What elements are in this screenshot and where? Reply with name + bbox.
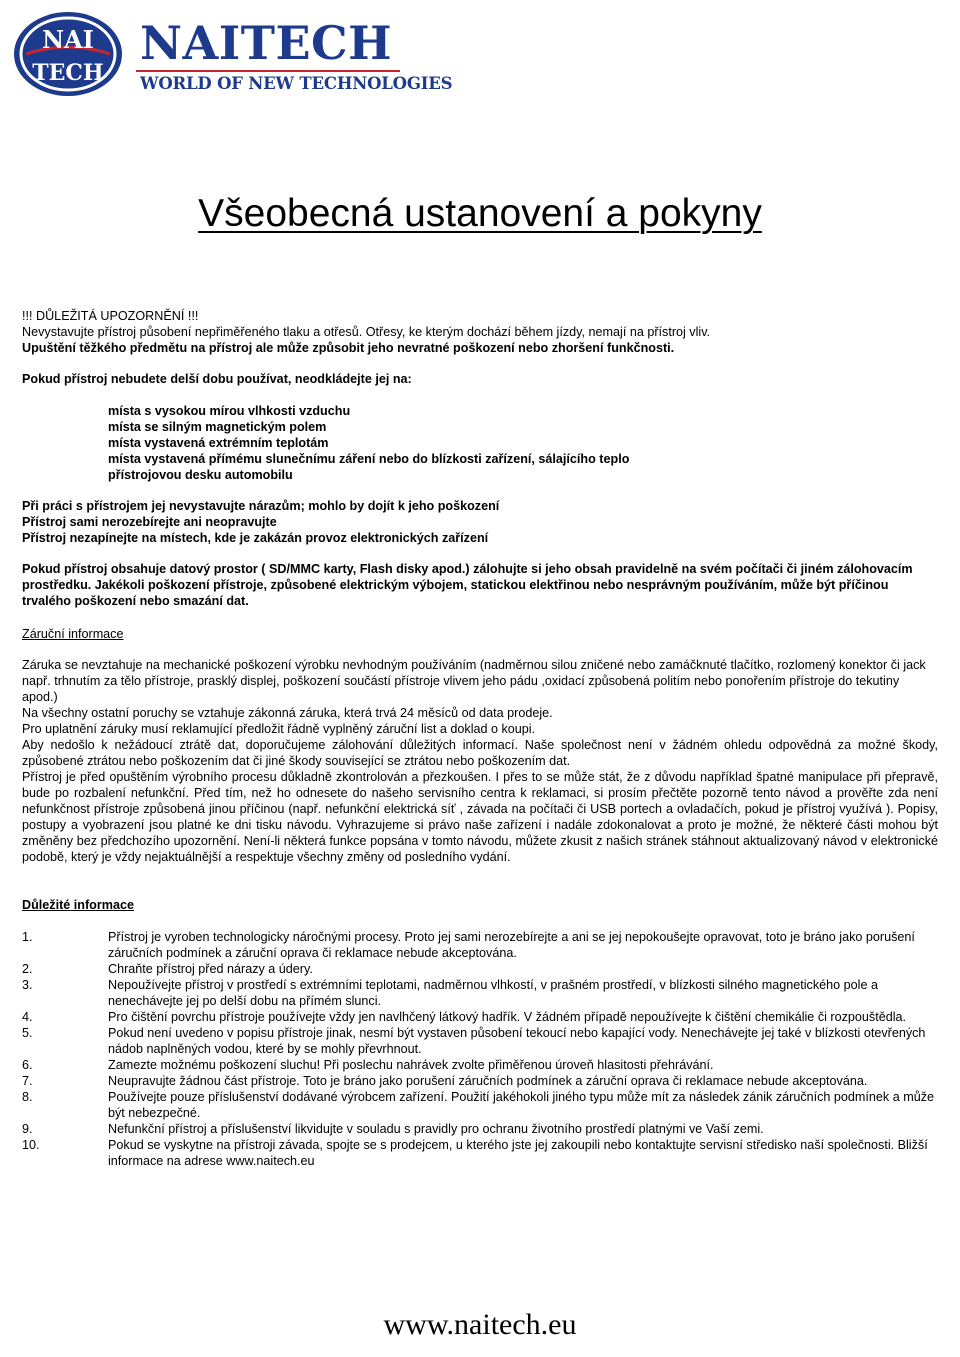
storage-intro: Pokud přístroj nebudete delší dobu používat, neodkládejte jej na: [22,372,412,386]
storage-list [108,403,908,483]
list-item-text: Nepoužívejte přístroj v prostředí s extrémními teplotami, nadměrnou vlhkostí, v prašném prostředí, v blízkosti silného magnetického pole a nenechávejte jej po delší dobu na přímém slunci. [108,978,878,1008]
list-item [22,1057,938,1073]
list-item-number: 8. [22,1090,33,1104]
storage-item: přístrojovou desku automobilu [108,468,293,482]
list-item-number: 2. [22,962,33,976]
warranty-paragraph: Záruka se nevztahuje na mechanické poškození výrobku nevhodným používáním (nadměrnou silou zničené nebo zamáčknuté tlačítko, rozlomený konektor či jack např. trhnutím za tělo přístroje, prasklý displej, poškození součástí přístroje vlivem jeho pádu ,oxidací způsobená politím nebo ponořením přístroje do tekutiny apod.) [22,658,926,704]
list-item [22,961,938,977]
list-item-number: 3. [22,978,33,992]
page-title: Všeobecná ustanovení a pokyny [198,192,762,235]
list-item [22,977,938,1009]
warning-line-1: Nevystavujte přístroj působení nepřiměřeného tlaku a otřesů. Otřesy, ke kterým dochází během jízdy, nemají na přístroj vliv. [22,325,711,339]
list-item-number: 1. [22,930,33,944]
list-item-text: Chraňte přístroj před nárazy a údery. [108,962,313,976]
list-item-number: 4. [22,1010,33,1024]
list-item-text: Zamezte možnému poškození sluchu! Při poslechu nahrávek zvolte přiměřenou úroveň hlasitosti přehrávání. [108,1058,714,1072]
storage-item: místa vystavená přímému slunečnímu záření nebo do blízkosti zařízení, sálajícího teplo [108,452,630,466]
storage-item: místa s vysokou mírou vlhkosti vzduchu [108,404,351,418]
warranty-heading: Záruční informace [22,627,124,641]
list-item [22,1025,938,1057]
handling-item: Přístroj nezapínejte na místech, kde je zakázán provoz elektronických zařízení [22,531,489,545]
storage-item: místa se silným magnetickým polem [108,420,327,434]
warranty-paragraph: Aby nedošlo k nežádoucí ztrátě dat, doporučujeme zálohování důležitých informací. Naše společnost není v žádném ohledu odpovědná za možné škody, způsobené ztrátou nebo poškozením dat či jiné škody související se ztrátou nebo poškozením dat. [22,738,938,768]
logo-divider [136,70,400,72]
list-item-text: Pokud se vyskytne na přístroji závada, spojte se s prodejcem, u kterého jste jej zakoupili nebo kontaktujte servisní středisko naší společnosti. Bližší informace na adrese www.naitech.eu [108,1138,928,1168]
list-item-text: Používejte pouze příslušenství dodávané výrobcem zařízení. Použití jakéhokoli jiného typu může mít za následek zánik záručních podmínek a může být nebezpečné. [108,1090,935,1120]
list-item-number: 7. [22,1074,33,1088]
warning-heading: !!! DŮLEŽITÁ UPOZORNĚNÍ !!! [22,309,199,323]
list-item-text: Neupravujte žádnou část přístroje. Toto je bráno jako porušení záručních podmínek a záruční oprava či reklamace nebude akceptována. [108,1074,868,1088]
list-item-number: 10. [22,1138,40,1152]
list-item-text: Nefunkční přístroj a příslušenství likvidujte v souladu s pravidly pro ochranu životního prostředí platnými ve Vaší zemi. [108,1122,764,1136]
warning-line-2: Upuštění těžkého předmětu na přístroj ale může způsobit jeho nevratné poškození nebo zhoršení funkčnosti. [22,341,675,355]
warranty-paragraph: Pro uplatnění záruky musí reklamující předložit řádně vyplněný záruční list a doklad o koupi. [22,722,536,736]
important-heading: Důležité informace [22,898,134,912]
list-item [22,1009,938,1025]
list-item-number: 5. [22,1026,33,1040]
list-item [22,929,938,961]
storage-item: místa vystavená extrémním teplotám [108,436,329,450]
handling-item: Přístroj sami nerozebírejte ani neopravujte [22,515,277,529]
list-item [22,1137,938,1169]
logo-badge-top: NAI [42,25,94,54]
logo-tagline: WORLD OF NEW TECHNOLOGIES [140,74,453,93]
list-item [22,1073,938,1089]
warranty-section [22,657,938,865]
list-item-number: 9. [22,1122,33,1136]
list-item-text: Pro čištění povrchu přístroje používejte vždy jen navlhčený látkový hadřík. V žádném případě nepoužívejte k čištění chemikálie či rozpouštědla. [108,1010,907,1024]
warranty-paragraph: Na všechny ostatní poruchy se vztahuje zákonná záruka, která trvá 24 měsíců od data prodeje. [22,706,553,720]
list-item-text: Pokud není uvedeno v popisu přístroje jinak, nesmí být vystaven působení tekoucí nebo kapající vody. Nenechávejte jej také v blízkosti otevřených nádob naplněných vodou, které by se mohly převrhnout. [108,1026,926,1056]
list-item-number: 6. [22,1058,33,1072]
warning-section [22,308,938,356]
important-list [22,929,938,1169]
logo-badge [12,10,132,98]
data-storage-note: Pokud přístroj obsahuje datový prostor ( SD/MMC karty, Flash disky apod.) zálohujte si jeho obsah pravidelně na svém počítači či jiném zálohovacím prostředku. Jakékoli poškození přístroje, způsobené elektrickým výbojem, statickou elektřinou nebo nesprávným používáním, může být příčinou trvalého poškození nebo smazání dat. [22,562,913,608]
warranty-paragraph: Přístroj je před opuštěním výrobního procesu důkladně zkontrolován a přezkoušen. I přes to se může stát, že z důvodu například špatné manipulace při přepravě, bude po rozbalení nefunkční. Před tím, než ho odnesete do našeho servisního centra k reklamaci, si prosím přečtěte pozorně tento návod a prověřte zda není nefunkčnost přístroje způsobená jinou příčinou (např. nefunkční elektrická síť , závada na počítači či USB portech a ovladačích, pokud je přístroj využívá ). Popisy, postupy a vyobrazení jsou platné ke dni tisku návodu. Vyhrazujeme si právo naše zařízení i nadále zdokonalovat a proto je možné, že některé části mohou být změněny bez předchozího upozornění. Není-li některá funkce popsána v tomto návodu, můžete zkusit z našich stránek stáhnout aktualizovaný návod v elektronické podobě, který je vždy nejaktuálnější a respektuje všechny změny od posledního vydání. [22,770,938,864]
handling-section [22,498,938,546]
logo-badge-bottom: TECH [32,60,104,86]
footer-url[interactable]: www.naitech.eu [383,1308,577,1341]
list-item-text: Přístroj je vyroben technologicky náročnými procesy. Proto jej sami nerozebírejte a ani se jej nepokoušejte opravovat, toto je bráno jako porušení záručních podmínek a záruční oprava či reklamace nebude akceptována. [108,930,915,960]
company-logo [12,10,453,98]
logo-name: NAITECH [140,16,393,70]
list-item [22,1121,938,1137]
handling-item: Při práci s přístrojem jej nevystavujte nárazům; mohlo by dojít k jeho poškození [22,499,500,513]
list-item [22,1089,938,1121]
